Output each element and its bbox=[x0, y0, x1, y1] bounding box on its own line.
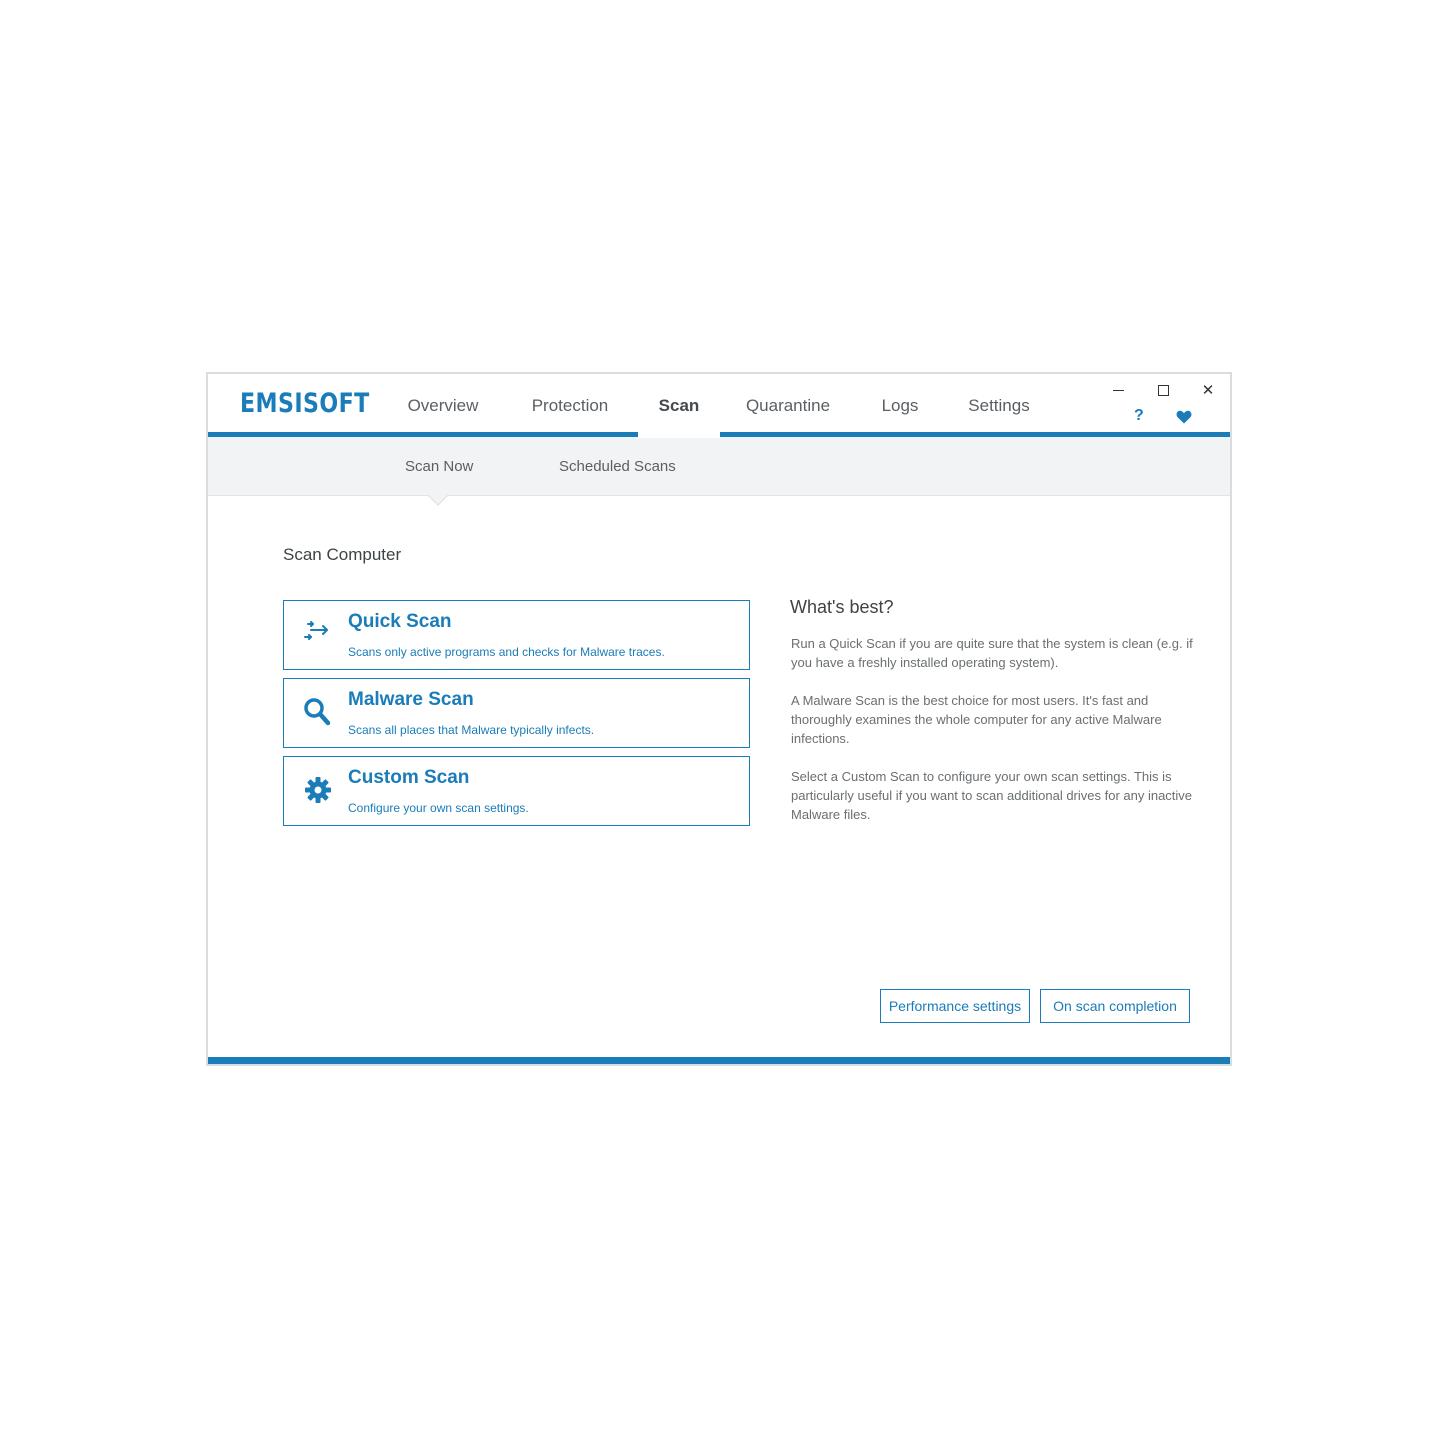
gear-icon bbox=[302, 774, 334, 806]
malware-scan-description: Scans all places that Malware typically infects. bbox=[348, 723, 595, 737]
malware-scan-card[interactable] bbox=[283, 678, 750, 748]
emsisoft-logo: EMSISOFT bbox=[240, 388, 370, 419]
subnav-scan-now[interactable]: Scan Now bbox=[405, 458, 474, 475]
tab-scan[interactable]: Scan bbox=[638, 374, 720, 437]
quick-scan-arrows-icon bbox=[302, 618, 334, 650]
tab-logs[interactable]: Logs bbox=[881, 396, 919, 415]
minimize-icon bbox=[1113, 390, 1124, 391]
performance-settings-button[interactable]: Performance settings bbox=[880, 989, 1030, 1023]
info-paragraph-custom: Select a Custom Scan to configure your own scan settings. This is particularly useful if you want to scan additional drives for any inactive Malware files. bbox=[791, 769, 1193, 822]
info-paragraph-quick: Run a Quick Scan if you are quite sure that the system is clean (e.g. if you have a freshly installed operating system). bbox=[791, 636, 1193, 670]
malware-scan-title: Malware Scan bbox=[348, 689, 474, 710]
maximize-button[interactable] bbox=[1148, 378, 1178, 404]
tab-settings[interactable]: Settings bbox=[968, 396, 1030, 415]
magnifier-icon bbox=[302, 696, 334, 728]
help-icon[interactable]: ? bbox=[1134, 407, 1144, 424]
custom-scan-card[interactable] bbox=[283, 756, 750, 826]
subnav-scheduled-scans[interactable]: Scheduled Scans bbox=[559, 458, 676, 475]
section-title: Scan Computer bbox=[283, 545, 402, 564]
tab-protection[interactable]: Protection bbox=[531, 396, 609, 415]
subnav-active-caret bbox=[429, 495, 447, 504]
custom-scan-description: Configure your own scan settings. bbox=[348, 801, 529, 815]
on-scan-completion-button[interactable]: On scan completion bbox=[1040, 989, 1190, 1023]
tab-overview[interactable]: Overview bbox=[407, 396, 479, 415]
bottom-accent-line bbox=[208, 1057, 1230, 1064]
quick-scan-description: Scans only active programs and checks for Malware traces. bbox=[348, 645, 665, 659]
custom-scan-title: Custom Scan bbox=[348, 767, 470, 788]
whats-best-heading: What's best? bbox=[790, 597, 894, 617]
top-navigation bbox=[208, 374, 1230, 434]
quick-scan-title: Quick Scan bbox=[348, 611, 452, 632]
tab-quarantine[interactable]: Quarantine bbox=[745, 396, 831, 415]
info-paragraph-malware: A Malware Scan is the best choice for most users. It's fast and thoroughly examines the whole computer for any active Malware infections. bbox=[791, 693, 1162, 746]
maximize-icon bbox=[1158, 385, 1169, 396]
heart-icon[interactable] bbox=[1176, 410, 1192, 424]
active-tab-gap bbox=[638, 430, 720, 438]
quick-scan-card[interactable] bbox=[283, 600, 750, 670]
close-button[interactable]: ✕ bbox=[1201, 382, 1215, 399]
app-window bbox=[206, 372, 1232, 1066]
sub-navigation bbox=[208, 437, 1230, 496]
minimize-button[interactable] bbox=[1103, 378, 1133, 404]
